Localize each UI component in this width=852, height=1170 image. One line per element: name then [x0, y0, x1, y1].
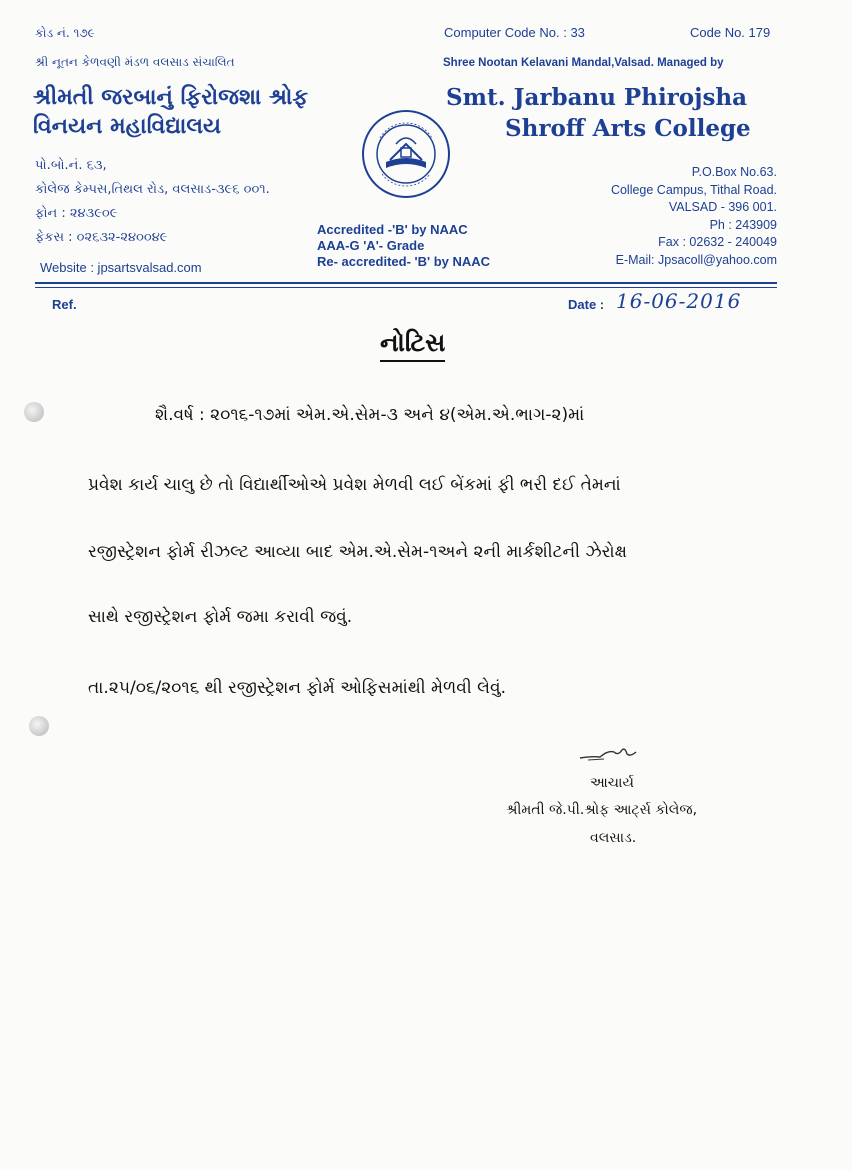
header-divider-thick — [35, 282, 777, 284]
date-label: Date : — [568, 297, 605, 312]
punch-hole-top — [24, 402, 44, 422]
signature-college: શ્રીમતી જે.પી.શ્રોફ આર્ટ્સ કોલેજ, — [506, 802, 698, 818]
notice-para2: તા.૨૫/૦૬/૨૦૧૬ થી રજીસ્ટ્રેશન ફોર્મ ઓફિસમાંથી મેળવી લેવું. — [88, 678, 507, 698]
email-eng: E-Mail: Jpsacoll@yahoo.com — [615, 252, 777, 267]
signature-city: વલસાડ. — [590, 830, 637, 846]
college-name-eng-line1: Smt. Jarbanu Phirojsha — [446, 84, 748, 111]
managed-by-eng: Shree Nootan Kelavani Mandal,Valsad. Managed by — [443, 57, 724, 69]
fax-eng: Fax : 02632 - 240049 — [658, 235, 777, 250]
phone-guj: ફોન : ૨૪૩૯૦૯ — [35, 206, 118, 221]
campus-guj: કોલેજ કેમ્પસ,તિથલ રોડ, વલસાડ-૩૯૬ ૦૦૧. — [35, 182, 270, 197]
accreditation-line3: Re- accredited- 'B' by NAAC — [317, 254, 491, 269]
website: Website : jpsartsvalsad.com — [40, 260, 202, 275]
phone-eng: Ph : 243909 — [709, 217, 777, 232]
notice-para1-line4: સાથે રજીસ્ટ્રેશન ફોર્મ જમા કરાવી જવું. — [88, 607, 353, 627]
city-eng: VALSAD - 396 001. — [668, 200, 777, 215]
campus-eng: College Campus, Tithal Road. — [610, 182, 777, 197]
signature-title: આચાર્ય — [590, 775, 634, 791]
notice-para1-line1: શૈ.વર્ષ : ૨૦૧૬-૧૭માં એમ.એ.સેમ-૩ અને ૪(એમ.એ.ભાગ-૨)માં — [155, 405, 585, 425]
po-box-eng: P.O.Box No.63. — [691, 165, 777, 179]
po-box-guj: પો.બો.નં. ૬૩, — [35, 158, 107, 173]
punch-hole-bottom — [29, 716, 49, 736]
header-divider-thin — [35, 287, 777, 288]
notice-title: નોટિસ — [380, 328, 445, 362]
accreditation-line1: Accredited -'B' by NAAC — [317, 222, 468, 237]
date-value: 16-06-2016 — [616, 289, 742, 313]
header-code-guj: કોડ નં. ૧૭૯ — [35, 26, 95, 40]
college-name-guj-line2: વિનયન મહાવિદ્યાલય — [33, 114, 222, 139]
emblem-icon — [360, 108, 452, 200]
signature-icon — [578, 742, 638, 766]
principal-signature — [578, 742, 638, 766]
code-no: Code No. 179 — [690, 25, 771, 40]
notice-para1-line3: રજીસ્ટ્રેશન ફોર્મ રીઝલ્ટ આવ્યા બાદ એમ.એ.સેમ-૧અને ૨ની માર્કશીટની ઝેરોક્ષ — [88, 542, 627, 562]
ref-label: Ref. — [52, 297, 77, 312]
fax-guj: ફેકસ : ૦૨૬૩૨-૨૪૦૦૪૯ — [35, 230, 168, 245]
accreditation-block — [317, 222, 490, 270]
college-emblem — [360, 108, 452, 200]
contact-block-eng — [611, 164, 777, 270]
college-name-guj-line1: શ્રીમતી જરબાનું ફિરોજશા શ્રોફ — [33, 85, 309, 110]
notice-para1-line2: પ્રવેશ કાર્ય ચાલુ છે તો વિદ્યાર્થીઓએ પ્રવેશ મેળવી લઈ બેંકમાં ફી ભરી દઈ તેમનાં — [88, 475, 621, 495]
computer-code: Computer Code No. : 33 — [444, 25, 585, 40]
header-managed-guj: શ્રી નૂતન કેળવણી મંડળ વલસાડ સંચાલિત — [35, 55, 235, 69]
college-name-eng-line2: Shroff Arts College — [505, 115, 751, 142]
accreditation-line2: AAA-G 'A'- Grade — [317, 238, 425, 253]
